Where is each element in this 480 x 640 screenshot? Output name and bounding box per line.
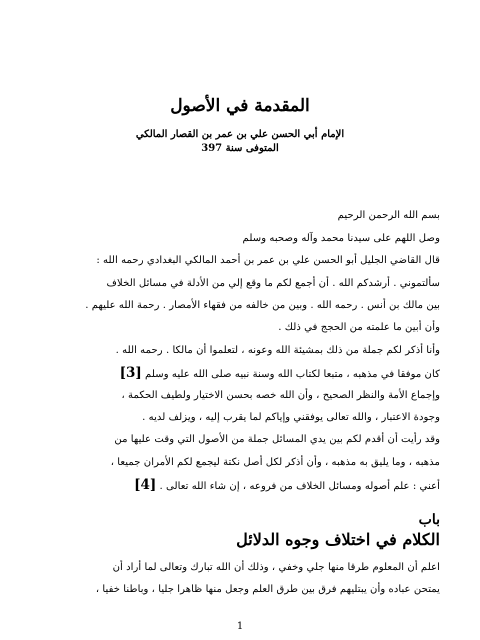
body-line: اعلم أن المعلوم طرقا منها جلي وخفي ، وذلك أن الله تبارك وتعالى لما أراد أن [112,562,440,573]
body-line-text: أعني : علم أصوله ومسائل الخلاف من فروعه ، إن شاء الله تعالى . [159,481,440,492]
body-line [38,365,440,383]
body-line: يمتحن عباده وأن يبتليهم فرق بين طرق العلم وجعل منها ظاهرا جليا ، وباطنا خفيا ، [95,584,440,595]
author-line: الإمام أبي الحسن علي بن عمر بن القصار المالكي [135,129,345,140]
body-line: وأن أبين ما علمته من الحجج في ذلك . [278,322,440,333]
body-line-text: كان موفقا في مذهبه ، متبعا لكتاب الله وسنة نبيه صلى الله عليه وسلم [145,369,440,380]
body-line [38,477,440,495]
basmala: بسم الله الرحمن الرحيم [337,210,440,221]
chapter-label: باب [418,512,440,528]
page-number: 1 [236,621,244,632]
body-line: وإجماع الأمة والنظر الصحيح ، وأن الله خصه بحسن الاختيار ولطيف الحكمة ، [121,390,440,401]
body-line: بين مالك بن أنس . رحمه الله . وبين من خالفه من فقهاء الأمصار . رحمة الله عليهم . [85,300,440,311]
body-line: قال القاضي الجليل أبو الحسن علي بن عمر بن أحمد المالكي البغدادي رحمه الله : [96,255,440,266]
body-line: مذهبه ، وما يليق به مذهبه ، وأن أذكر لكل أصل نكتة ليجمع لكم الأمران جميعا ، [110,457,440,468]
death-date-line: المتوفى سنة 397 [201,143,279,154]
document-title: المقدمة في الأصول [170,96,310,116]
body-line: وقد رأيت أن أقدم لكم بين يدي المسائل جملة من الأصول التي وقت عليها من [114,434,440,445]
section-heading: الكلام في اختلاف وجوه الدلائل [236,530,440,549]
reference-marker: [3] [119,365,142,381]
body-line: وصل اللهم على سيدنا محمد وآله وصحبه وسلم [242,233,440,244]
body-line: وأنا أذكر لكم جملة من ذلك بمشيئة الله وعونه ، لتعلموا أن مالكا . رحمه الله . [115,345,440,356]
body-line: وجودة الاعتبار ، والله تعالى يوفقني وإياكم لما يقرب إليه ، ويزلف لديه . [142,412,440,423]
reference-marker: [4] [134,477,157,493]
body-line: سألتموني . أرشدكم الله . أن أجمع لكم ما وقع إلي من الأدلة في مسائل الخلاف [106,278,440,289]
